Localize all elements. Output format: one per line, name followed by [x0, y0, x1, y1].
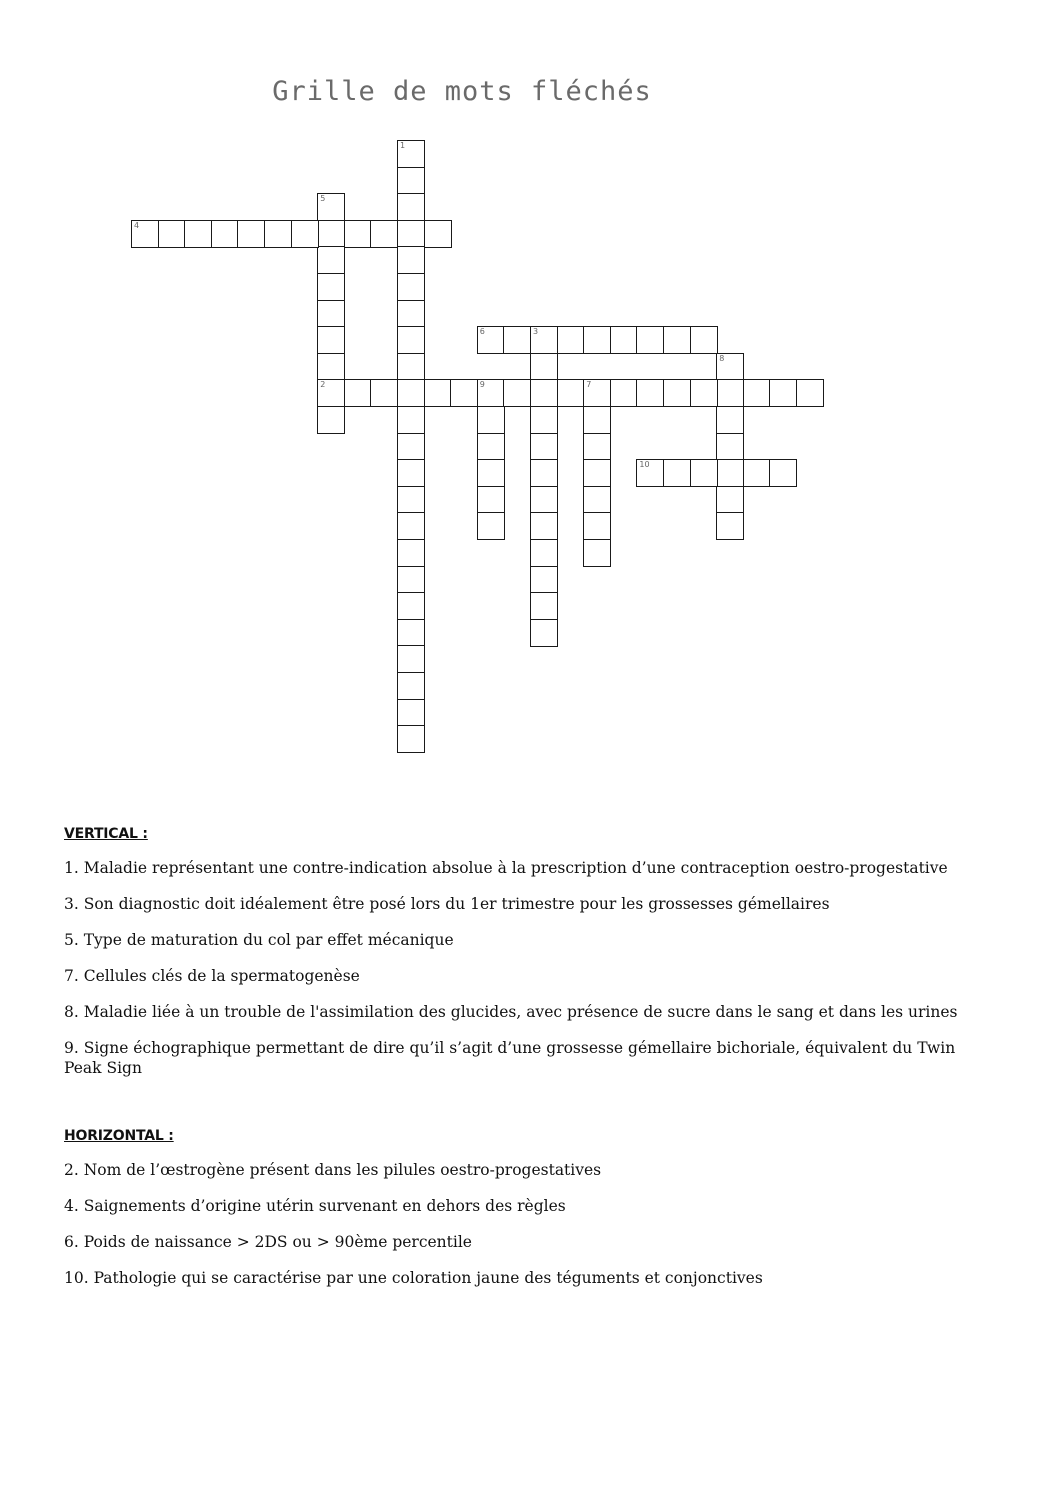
grid-cell[interactable]	[477, 512, 505, 540]
clue-number: 1	[400, 141, 406, 150]
horizontal-clue: 6. Poids de naissance > 2DS ou > 90ème percentile	[64, 1233, 472, 1251]
grid-cell[interactable]	[397, 326, 425, 354]
grid-cell[interactable]	[317, 300, 345, 328]
grid-cell[interactable]	[716, 486, 744, 514]
clue-number: 3	[533, 327, 539, 337]
vertical-heading: VERTICAL :	[64, 826, 148, 842]
clue-number: 8	[719, 353, 725, 363]
grid-cell[interactable]	[663, 326, 691, 354]
grid-cell[interactable]	[317, 220, 345, 248]
grid-cell[interactable]	[716, 512, 744, 540]
grid-cell[interactable]	[503, 326, 531, 354]
grid-cell[interactable]	[583, 459, 611, 487]
grid-cell[interactable]	[344, 379, 372, 407]
grid-cell[interactable]	[530, 486, 558, 514]
grid-cell[interactable]	[557, 379, 585, 407]
grid-cell[interactable]	[450, 379, 478, 407]
grid-cell[interactable]	[397, 619, 425, 647]
grid-cell[interactable]	[397, 459, 425, 487]
clues-panel	[64, 826, 984, 1304]
grid-cell[interactable]	[636, 459, 664, 487]
grid-cell[interactable]	[690, 379, 718, 407]
grid-cell[interactable]	[530, 459, 558, 487]
grid-cell[interactable]	[317, 273, 345, 301]
grid-cell[interactable]	[477, 406, 505, 434]
grid-cell[interactable]	[530, 326, 558, 354]
grid-cell[interactable]	[344, 220, 372, 248]
grid-cell[interactable]	[397, 300, 425, 328]
grid-cell[interactable]	[397, 353, 425, 381]
grid-cell[interactable]	[583, 539, 611, 567]
vertical-clue: 1. Maladie représentant une contre-indication absolue à la prescription d’une contraception oestro-progestative	[64, 859, 948, 877]
grid-cell[interactable]	[716, 406, 744, 434]
grid-cell[interactable]	[131, 220, 159, 248]
grid-cell[interactable]	[583, 379, 611, 407]
grid-cell[interactable]	[317, 193, 345, 221]
clue-number: 6	[479, 327, 485, 337]
grid-cell[interactable]	[397, 486, 425, 514]
grid-cell[interactable]	[716, 379, 744, 407]
grid-cell[interactable]	[291, 220, 319, 248]
grid-cell[interactable]	[158, 220, 186, 248]
clue-number: 10	[639, 460, 650, 470]
grid-cell[interactable]	[557, 326, 585, 354]
horizontal-clue: 4. Saignements d’origine utérin survenant en dehors des règles	[64, 1197, 566, 1215]
vertical-clue: 8. Maladie liée à un trouble de l'assimilation des glucides, avec présence de sucre dans le sang et dans les urines	[64, 1003, 958, 1021]
grid-cell[interactable]	[317, 353, 345, 381]
grid-cell[interactable]	[397, 246, 425, 274]
grid-cell[interactable]	[264, 220, 292, 248]
grid-cell[interactable]	[530, 433, 558, 461]
grid-cell[interactable]	[317, 246, 345, 274]
grid-cell[interactable]	[397, 406, 425, 434]
grid-cell[interactable]	[663, 379, 691, 407]
grid-cell[interactable]	[530, 379, 558, 407]
grid-cell[interactable]	[237, 220, 265, 248]
clue-number: 5	[320, 194, 326, 204]
grid-cell[interactable]	[743, 459, 771, 487]
grid-cell[interactable]	[370, 220, 398, 248]
grid-cell[interactable]	[530, 406, 558, 434]
clue-number: 4	[134, 220, 140, 230]
grid-cell[interactable]	[397, 167, 425, 195]
grid-cell[interactable]	[690, 326, 718, 354]
vertical-clue: 5. Type de maturation du col par effet mécanique	[64, 931, 454, 949]
grid-cell[interactable]	[397, 379, 425, 407]
grid-cell[interactable]	[583, 326, 611, 354]
grid-cell[interactable]	[397, 645, 425, 673]
grid-cell[interactable]	[370, 379, 398, 407]
grid-cell[interactable]	[663, 459, 691, 487]
grid-cell[interactable]	[477, 326, 505, 354]
grid-cell[interactable]	[636, 379, 664, 407]
grid-cell[interactable]	[477, 379, 505, 407]
clue-number: 9	[479, 380, 485, 390]
vertical-clue-list	[64, 858, 984, 1078]
vertical-clue: 7. Cellules clés de la spermatogenèse	[64, 967, 360, 985]
grid-cell[interactable]	[424, 220, 452, 248]
grid-cell[interactable]	[530, 353, 558, 381]
grid-cell[interactable]	[583, 486, 611, 514]
grid-cell[interactable]	[716, 433, 744, 461]
grid-cell[interactable]	[397, 566, 425, 594]
grid-cell[interactable]	[690, 459, 718, 487]
grid-cell[interactable]	[583, 433, 611, 461]
grid-cell[interactable]	[769, 459, 797, 487]
grid-cell[interactable]	[796, 379, 824, 407]
grid-cell[interactable]	[211, 220, 239, 248]
grid-cell[interactable]	[477, 486, 505, 514]
grid-cell[interactable]	[397, 512, 425, 540]
grid-cell[interactable]	[530, 592, 558, 620]
grid-cell[interactable]	[530, 566, 558, 594]
grid-cell[interactable]	[716, 459, 744, 487]
grid-cell[interactable]	[397, 193, 425, 221]
grid-cell[interactable]	[397, 273, 425, 301]
grid-cell[interactable]	[397, 699, 425, 727]
grid-cell[interactable]	[583, 406, 611, 434]
grid-cell[interactable]	[397, 220, 425, 248]
grid-cell[interactable]	[317, 326, 345, 354]
vertical-clue: 9. Signe échographique permettant de dire qu’il s’agit d’une grossesse gémellaire bichoriale, équivalent du Twin Peak Sign	[64, 1039, 956, 1077]
grid-cell[interactable]	[716, 353, 744, 381]
grid-cell[interactable]	[743, 379, 771, 407]
grid-cell[interactable]	[530, 512, 558, 540]
grid-cell[interactable]	[610, 379, 638, 407]
grid-cell[interactable]	[769, 379, 797, 407]
grid-cell[interactable]	[583, 512, 611, 540]
grid-cell[interactable]	[397, 672, 425, 700]
grid-cell[interactable]	[397, 433, 425, 461]
grid-cell[interactable]	[397, 725, 425, 753]
grid-cell[interactable]	[636, 326, 664, 354]
grid-cell[interactable]	[477, 433, 505, 461]
grid-cell[interactable]	[317, 379, 345, 407]
horizontal-heading: HORIZONTAL :	[64, 1128, 174, 1144]
grid-cell[interactable]	[184, 220, 212, 248]
grid-cell[interactable]	[503, 379, 531, 407]
clue-number: 7	[586, 380, 592, 390]
grid-cell[interactable]	[397, 592, 425, 620]
page-title: Grille de mots fléchés	[272, 76, 652, 107]
vertical-clue: 3. Son diagnostic doit idéalement être posé lors du 1er trimestre pour les grossesses gémellaires	[64, 895, 830, 913]
horizontal-clue-list	[64, 1160, 984, 1288]
grid-cell[interactable]	[397, 140, 425, 168]
grid-cell[interactable]	[610, 326, 638, 354]
grid-cell[interactable]	[477, 459, 505, 487]
grid-cell[interactable]	[317, 406, 345, 434]
grid-cell[interactable]	[424, 379, 452, 407]
clue-number: 2	[320, 380, 326, 390]
grid-cell[interactable]	[530, 539, 558, 567]
horizontal-clue: 10. Pathologie qui se caractérise par une coloration jaune des téguments et conjonctives	[64, 1269, 763, 1287]
horizontal-clue: 2. Nom de l’œstrogène présent dans les pilules oestro-progestatives	[64, 1161, 602, 1179]
grid-cell[interactable]	[397, 539, 425, 567]
grid-cell[interactable]	[530, 619, 558, 647]
